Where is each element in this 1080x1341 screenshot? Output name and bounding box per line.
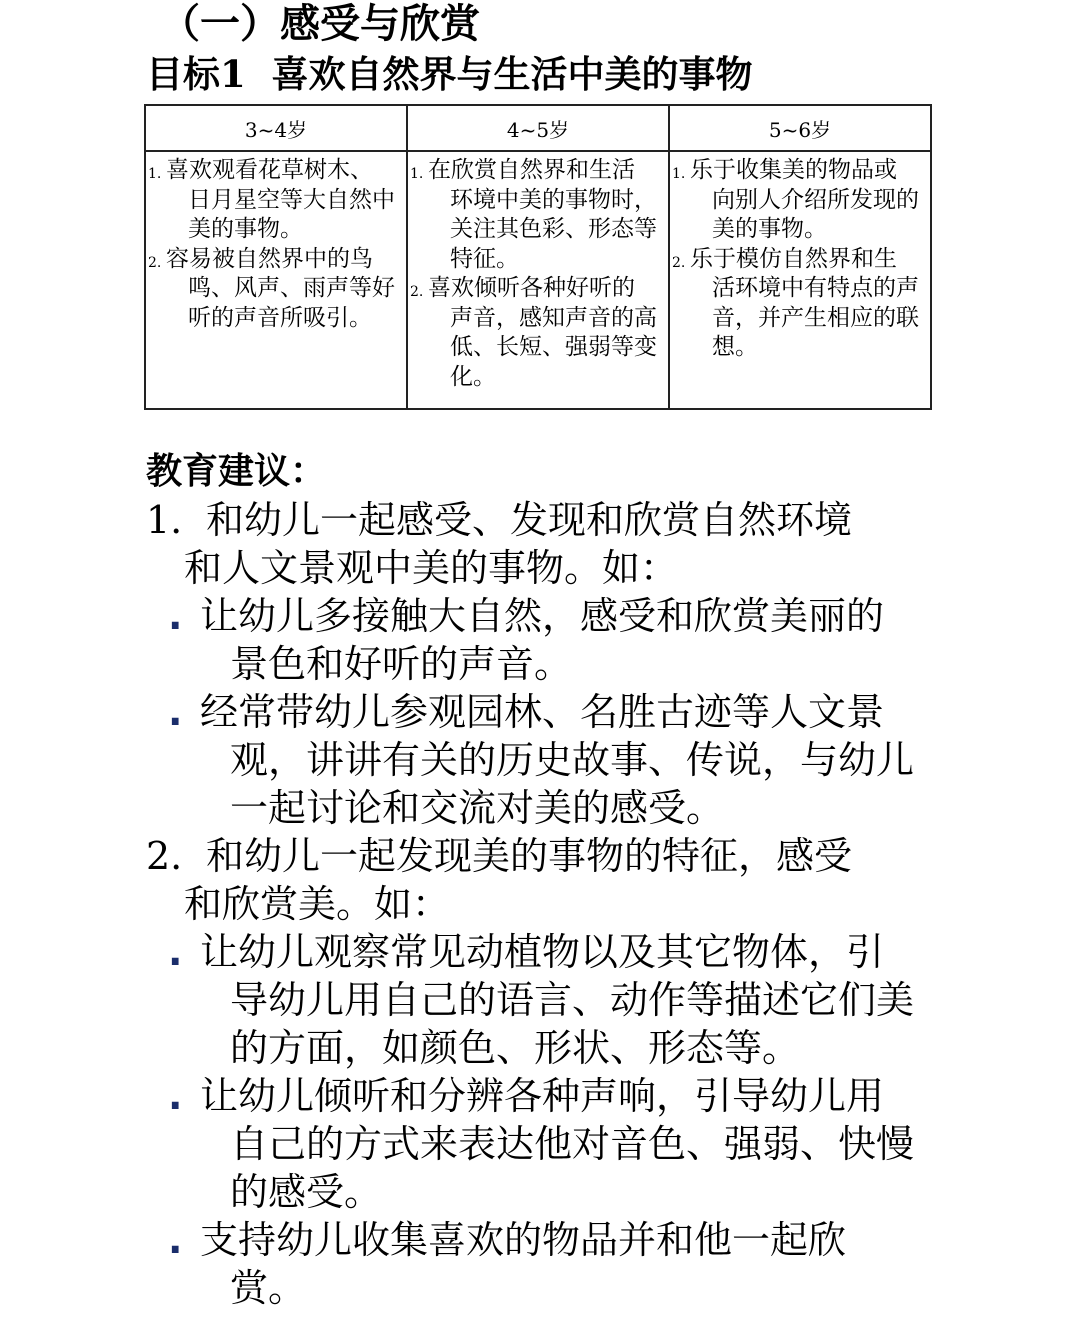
goal-item — [672, 156, 928, 245]
item-text-rest: 声音，感知声音的高低、长短、强弱等变化。 — [450, 304, 657, 390]
advice-item — [146, 832, 926, 928]
advice-bullet — [146, 688, 926, 832]
advice-bullet — [146, 928, 926, 1072]
section-title: （一）感受与欣赏 — [160, 1, 480, 47]
item-number: 1. — [672, 166, 686, 182]
bullet-text-first: 让幼儿倾听和分辨各种声响，引导幼儿用 — [200, 1074, 885, 1118]
advice-item — [146, 496, 926, 592]
advice-bullet — [146, 1072, 926, 1216]
bullet-text-rest: 导幼儿用自己的语言、动作等描述它们美的方面，如颜色、形状、形态等。 — [230, 978, 915, 1070]
header-age-3-4: 3~4岁 — [145, 105, 407, 151]
advice-bullet — [146, 592, 926, 688]
item-text-first: 在欣赏自然界和生活 — [428, 157, 635, 183]
item-number: 2. — [672, 254, 686, 271]
goal-item — [148, 245, 404, 334]
goal-item — [410, 156, 666, 274]
item-text-first: 喜欢倾听各种好听的 — [428, 275, 635, 301]
advice-number: 1. — [146, 498, 183, 542]
item-text-first: 容易被自然界中的鸟 — [166, 245, 373, 272]
bullet-icon: . — [168, 1218, 183, 1262]
bullet-text-first: 让幼儿观察常见动植物以及其它物体，引 — [200, 930, 885, 974]
item-number: 2. — [148, 254, 162, 271]
bullet-icon: . — [168, 594, 183, 638]
item-number: 1. — [410, 166, 424, 182]
cell-age-4-5 — [407, 151, 669, 409]
goal-item — [672, 245, 928, 363]
item-text-first: 乐于模仿自然界和生 — [690, 245, 897, 272]
advice-list — [146, 496, 926, 1312]
advice-heading: 教育建议： — [146, 451, 327, 492]
item-number: 1. — [148, 166, 162, 182]
advice-text-rest: 和人文景观中美的事物。如： — [184, 546, 679, 590]
goal-title — [146, 50, 753, 99]
advice-text-first: 和幼儿一起感受、发现和欣赏自然环境 — [206, 498, 853, 542]
advice-text-rest: 和欣赏美。如： — [184, 882, 451, 926]
goal-number: 1 — [220, 52, 246, 96]
header-age-5-6: 5~6岁 — [669, 105, 931, 151]
item-text-first: 乐于收集美的物品或 — [690, 157, 897, 183]
bullet-text-first: 支持幼儿收集喜欢的物品并和他一起欣 — [200, 1218, 847, 1262]
advice-text-first: 和幼儿一起发现美的事物的特征，感受 — [206, 834, 853, 878]
item-text-rest: 日月星空等大自然中美的事物。 — [188, 186, 395, 242]
item-text-first: 喜欢观看花草树木、 — [166, 157, 373, 183]
bullet-icon: . — [168, 690, 183, 734]
goal-text: 喜欢自然界与生活中美的事物 — [271, 53, 753, 96]
item-text-rest: 环境中美的事物时，关注其色彩、形态等特征。 — [450, 186, 657, 272]
bullet-text-rest: 赏。 — [230, 1266, 307, 1310]
item-text-rest: 鸣、风声、雨声等好听的声音所吸引。 — [188, 275, 395, 331]
bullet-icon: . — [168, 930, 183, 974]
advice-number: 2. — [146, 834, 183, 878]
bullet-icon: . — [168, 1074, 183, 1118]
cell-age-3-4 — [145, 151, 407, 409]
bullet-text-rest: 观，讲讲有关的历史故事、传说，与幼儿一起讨论和交流对美的感受。 — [230, 738, 915, 830]
goal-item — [148, 156, 404, 245]
item-number: 2. — [410, 284, 424, 300]
item-text-rest: 向别人介绍所发现的美的事物。 — [712, 186, 919, 242]
goal-item — [410, 274, 666, 392]
item-text-rest: 活环境中有特点的声音，并产生相应的联想。 — [712, 275, 919, 360]
table-header-row — [145, 105, 931, 151]
bullet-text-rest: 自己的方式来表达他对音色、强弱、快慢的感受。 — [230, 1122, 915, 1214]
advice-bullet — [146, 1216, 926, 1312]
age-goals-table — [144, 104, 932, 410]
cell-age-5-6 — [669, 151, 931, 409]
bullet-text-first: 经常带幼儿参观园林、名胜古迹等人文景 — [200, 690, 885, 734]
header-age-4-5: 4~5岁 — [407, 105, 669, 151]
bullet-text-rest: 景色和好听的声音。 — [230, 642, 573, 686]
table-row — [145, 151, 931, 409]
bullet-text-first: 让幼儿多接触大自然，感受和欣赏美丽的 — [200, 594, 885, 638]
goal-prefix: 目标 — [146, 53, 220, 96]
